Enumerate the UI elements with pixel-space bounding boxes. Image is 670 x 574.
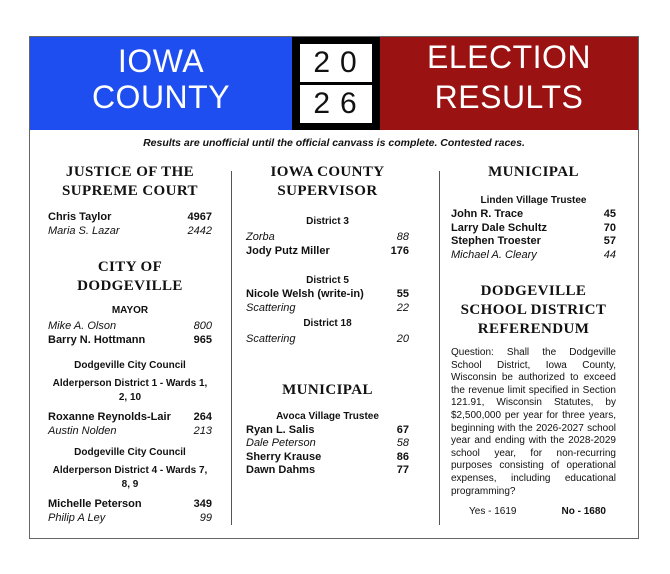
banner-county-line2: COUNTY [91, 79, 231, 115]
result-row [451, 235, 616, 249]
district5-label: District 5 [306, 275, 349, 286]
subtitle: Results are unofficial until the official canvass is complete. Contested races. [143, 137, 525, 149]
district18-label: District 18 [303, 318, 352, 329]
referendum-no: No - 1680 [561, 506, 606, 518]
result-row [246, 424, 409, 438]
candidate-name: Stephen Troester [451, 235, 541, 247]
results-frame [29, 36, 639, 539]
result-row [48, 512, 212, 526]
vote-count: 55 [396, 288, 409, 300]
candidate-name: Ryan L. Salis [246, 423, 315, 436]
referendum-question: Question: Shall the Dodgeville School District, Iowa County, Wisconsin be authorized to exceed the revenue limit specified in Section 121.91, Wisconsin Statutes, by $2,500,000 per year for three years, beginning with the 2026-2027 school year and ending with the 2028-2029 school year, for non-recurring purposes consisting of operational expenses, including educational programming? [451, 347, 616, 497]
result-row [48, 320, 212, 334]
result-row [48, 334, 212, 348]
vote-count: 77 [396, 464, 409, 476]
vote-count: 44 [603, 248, 616, 261]
banner-election [380, 37, 638, 130]
referendum-yes: Yes - 1619 [469, 506, 517, 518]
vote-count: 2442 [187, 224, 212, 237]
candidate-name: Larry Dale Schultz [451, 221, 547, 234]
referendum-heading-line3: REFERENDUM [477, 321, 590, 337]
city-heading-line2: DODGEVILLE [77, 278, 183, 294]
result-row [48, 425, 212, 439]
result-row [246, 288, 409, 302]
vote-count: 349 [193, 498, 212, 510]
vote-count: 58 [396, 437, 409, 449]
vote-count: 800 [193, 320, 212, 332]
column-divider-1 [231, 171, 232, 525]
vote-count: 176 [390, 244, 409, 257]
year-bottom: 26 [300, 85, 372, 123]
vote-count: 88 [396, 231, 409, 243]
banner [30, 37, 638, 130]
candidate-name: Michael A. Cleary [451, 248, 537, 261]
linden-label: Linden Village Trustee [480, 195, 587, 206]
result-row [246, 245, 409, 259]
justice-heading [48, 163, 212, 201]
vote-count: 57 [603, 235, 616, 247]
candidate-name: Jody Putz Miller [246, 244, 330, 257]
column-1 [48, 163, 212, 525]
result-row [48, 225, 212, 239]
result-row [246, 231, 409, 245]
supervisor-heading [246, 163, 409, 201]
municipal-heading-avoca: MUNICIPAL [282, 381, 373, 398]
banner-election-line1: ELECTION [426, 39, 592, 75]
district1-label: Alderperson District 1 - Wards 1, 2, 10 [52, 378, 208, 403]
referendum-heading-line2: SCHOOL DISTRICT [460, 302, 607, 318]
banner-election-line2: RESULTS [434, 79, 584, 115]
candidate-name: Mike A. Olson [48, 320, 117, 332]
column-2 [246, 163, 409, 478]
candidate-name: Scattering [246, 301, 296, 314]
council1-label: Dodgeville City Council [74, 360, 186, 371]
candidate-name: Scattering [246, 333, 296, 345]
banner-year [292, 37, 380, 130]
candidate-name: Dale Peterson [246, 437, 316, 449]
vote-count: 70 [603, 221, 616, 234]
vote-count: 45 [603, 208, 616, 220]
candidate-name: Zorba [246, 231, 275, 243]
city-heading [48, 258, 212, 296]
candidate-name: Philip A Ley [48, 511, 106, 524]
result-row [451, 208, 616, 222]
candidate-name: Dawn Dahms [246, 464, 316, 476]
district3-label: District 3 [306, 216, 349, 227]
vote-count: 213 [193, 424, 212, 437]
supervisor-heading-line1: IOWA COUNTY [270, 164, 385, 180]
result-row [451, 249, 616, 263]
vote-count: 99 [199, 511, 212, 524]
result-row [246, 333, 409, 347]
result-row [48, 211, 212, 225]
candidate-name: Nicole Welsh (write-in) [246, 288, 364, 300]
council2-label: Dodgeville City Council [74, 447, 186, 458]
candidate-name: Chris Taylor [48, 211, 112, 223]
vote-count: 264 [193, 411, 212, 423]
result-row [246, 464, 409, 478]
candidate-name: John R. Trace [451, 208, 524, 220]
justice-heading-line2: SUPREME COURT [62, 183, 198, 199]
result-row [246, 451, 409, 465]
justice-heading-line1: JUSTICE OF THE [65, 164, 195, 180]
vote-count: 86 [396, 450, 409, 463]
vote-count: 4967 [187, 211, 212, 223]
column-3 [451, 163, 616, 517]
referendum-heading [451, 282, 616, 339]
result-row [48, 498, 212, 512]
result-row [246, 437, 409, 451]
referendum-results [451, 506, 616, 517]
result-row [48, 411, 212, 425]
avoca-label: Avoca Village Trustee [276, 410, 379, 422]
banner-county-line1: IOWA [117, 43, 205, 79]
city-heading-line1: CITY OF [97, 259, 163, 275]
candidate-name: Austin Nolden [48, 424, 117, 437]
vote-count: 22 [396, 301, 409, 314]
result-row [246, 302, 409, 316]
municipal-heading-linden: MUNICIPAL [488, 164, 579, 180]
result-row [451, 222, 616, 236]
column-divider-2 [439, 171, 440, 525]
candidate-name: Maria S. Lazar [48, 224, 120, 237]
candidate-name: Roxanne Reynolds-Lair [48, 411, 171, 423]
candidate-name: Sherry Krause [246, 450, 322, 463]
year-top: 20 [300, 44, 372, 82]
district4-label: Alderperson District 4 - Wards 7, 8, 9 [52, 465, 208, 490]
candidate-name: Michelle Peterson [48, 498, 142, 510]
banner-county [30, 37, 292, 130]
mayor-label: MAYOR [111, 305, 149, 316]
vote-count: 965 [193, 333, 212, 346]
vote-count: 20 [396, 333, 409, 345]
vote-count: 67 [396, 423, 409, 436]
referendum-heading-line1: DODGEVILLE [480, 283, 587, 299]
candidate-name: Barry N. Hottmann [48, 333, 146, 346]
supervisor-heading-line2: SUPERVISOR [277, 183, 378, 199]
